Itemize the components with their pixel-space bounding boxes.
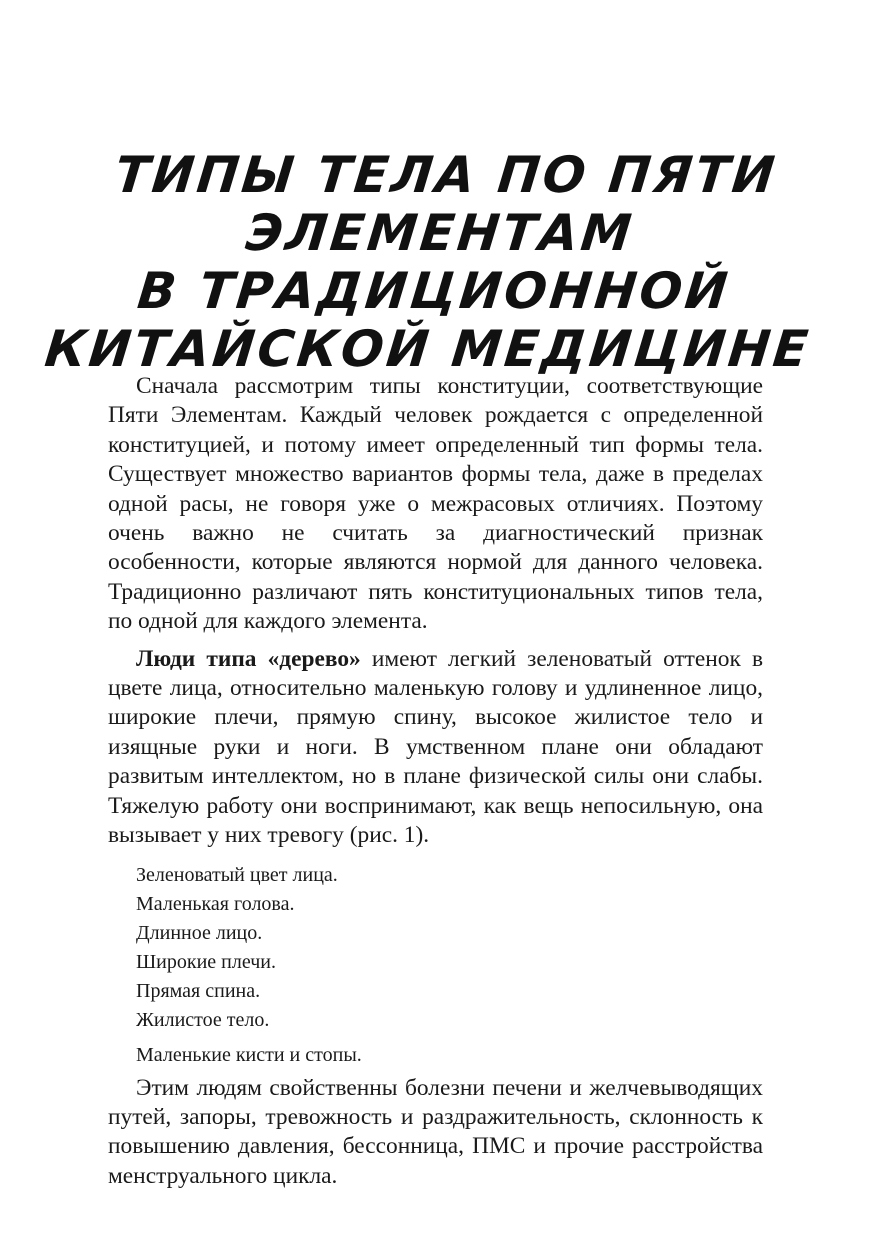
trait-item: Зеленоватый цвет лица. (136, 863, 338, 886)
trait-item: Прямая спина. (136, 979, 261, 1002)
trait-item: Маленькая голова. (136, 892, 295, 915)
wood-traits-list (108, 861, 763, 1070)
chapter-title-line: ТИПЫ ТЕЛА ПО ПЯТИ (112, 145, 781, 204)
chapter-title-line: В ТРАДИЦИОННОЙ (134, 261, 734, 320)
wood-type-term: Люди типа «дерево» (136, 645, 361, 672)
chapter-title-line: КИТАЙСКОЙ МЕДИЦИНЕ (42, 319, 814, 378)
wood-type-description: имеют легкий зеленоватый оттенок в цвете лица, относительно маленькую голову и удлиненное лицо, широкие плечи, прямую спину, высокое жилистое тело и изящные руки и ноги. В умственном плане они обладают развитым интеллектом, но в плане физической силы они слабы. Тяжелую работу они воспринимают, как вещь непосильную, она вызывает у них тревогу (рис. 1). (108, 645, 763, 849)
trait-item: Маленькие кисти и стопы. (136, 1043, 362, 1066)
trait-item: Длинное лицо. (136, 921, 263, 944)
trait-item: Жилистое тело. (136, 1008, 270, 1031)
wood-type-paragraph (108, 645, 763, 851)
trait-item: Широкие плечи. (136, 950, 276, 973)
chapter-title-line: ЭЛЕМЕНТАМ (243, 203, 637, 262)
chapter-title (0, 146, 874, 378)
diseases-paragraph: Этим людям свойственны болезни печени и желчевыводящих путей, запоры, тревожность и раздражительность, склонность к повышению давления, бессонница, ПМС и прочие расстройства менструального цикла. (108, 1074, 763, 1189)
intro-paragraph: Сначала рассмотрим типы конституции, соответствующие Пяти Элементам. Каждый человек рождается с определенной конституцией, и потому имеет определенный тип формы тела. Существует множество вариантов формы тела, даже в пределах одной расы, не говоря уже о межрасовых отличиях. Поэтому очень важно не считать за диагностический признак особенности, которые являются нормой для данного человека. Традиционно различают пять конституциональных типов тела, по одной для каждого элемента. (108, 373, 763, 635)
chapter-body (108, 372, 763, 1191)
